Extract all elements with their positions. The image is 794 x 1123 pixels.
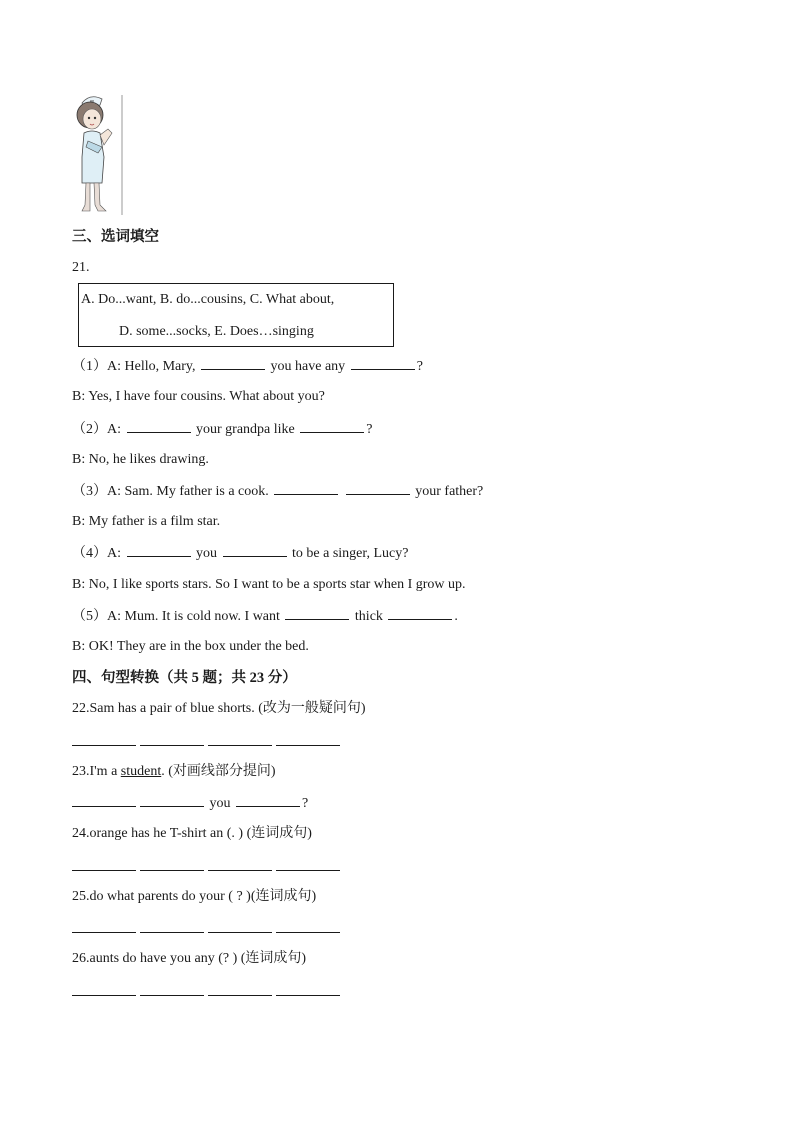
options-row-2: D. some...socks, E. Does…singing bbox=[119, 324, 314, 339]
question-24: 24.orange has he T-shirt an (. ) (连词成句) bbox=[72, 826, 312, 841]
blank[interactable] bbox=[276, 920, 340, 933]
answer-line-23: you ? bbox=[72, 794, 308, 813]
blank[interactable] bbox=[223, 544, 287, 557]
blank[interactable] bbox=[276, 983, 340, 996]
blank[interactable] bbox=[72, 983, 136, 996]
blank[interactable] bbox=[285, 607, 349, 620]
blank[interactable] bbox=[351, 357, 415, 370]
blank[interactable] bbox=[346, 482, 410, 495]
question-25: 25.do what parents do your ( ? )(连词成句) bbox=[72, 889, 317, 904]
item-2: （2）A: your grandpa like ? bbox=[72, 422, 373, 437]
answer-line-26 bbox=[72, 983, 344, 1001]
item-4: （4）A: you to be a singer, Lucy? bbox=[72, 546, 409, 561]
blank[interactable] bbox=[140, 733, 204, 746]
item-3-response: B: My father is a film star. bbox=[72, 514, 221, 529]
underlined-word: student bbox=[120, 764, 162, 779]
blank[interactable] bbox=[140, 920, 204, 933]
blank[interactable] bbox=[276, 858, 340, 871]
blank[interactable] bbox=[201, 357, 265, 370]
blank[interactable] bbox=[208, 858, 272, 871]
blank[interactable] bbox=[276, 733, 340, 746]
item-1-response: B: Yes, I have four cousins. What about you? bbox=[72, 389, 325, 404]
item-3: （3）A: Sam. My father is a cook. your father? bbox=[72, 484, 484, 499]
section-3-heading: 三、选词填空 bbox=[72, 229, 159, 245]
blank[interactable] bbox=[72, 733, 136, 746]
section-4-heading: 四、句型转换（共 5 题；共 23 分） bbox=[72, 670, 297, 686]
blank[interactable] bbox=[140, 858, 204, 871]
question-26: 26.aunts do have you any (? ) (连词成句) bbox=[72, 951, 307, 966]
blank[interactable] bbox=[208, 733, 272, 746]
blank[interactable] bbox=[140, 794, 204, 807]
blank[interactable] bbox=[208, 983, 272, 996]
item-1: （1）A: Hello, Mary, you have any ? bbox=[72, 359, 423, 374]
blank[interactable] bbox=[72, 794, 136, 807]
blank[interactable] bbox=[72, 920, 136, 933]
blank[interactable] bbox=[127, 420, 191, 433]
question-22: 22.Sam has a pair of blue shorts. (改为一般疑问句) bbox=[72, 701, 366, 716]
answer-line-25 bbox=[72, 920, 344, 938]
word-options-box bbox=[78, 283, 394, 347]
blank[interactable] bbox=[140, 983, 204, 996]
blank[interactable] bbox=[127, 544, 191, 557]
answer-line-22 bbox=[72, 733, 344, 751]
item-5: （5）A: Mum. It is cold now. I want thick . bbox=[72, 609, 458, 624]
blank[interactable] bbox=[300, 420, 364, 433]
question-23: 23.I'm a student. (对画线部分提问) bbox=[72, 764, 276, 779]
blank[interactable] bbox=[72, 858, 136, 871]
blank[interactable] bbox=[388, 607, 452, 620]
blank[interactable] bbox=[208, 920, 272, 933]
nurse-illustration bbox=[68, 93, 126, 217]
item-4-response: B: No, I like sports stars. So I want to be a sports star when I grow up. bbox=[72, 577, 466, 592]
blank[interactable] bbox=[274, 482, 338, 495]
item-2-response: B: No, he likes drawing. bbox=[72, 452, 209, 467]
question-21-number: 21. bbox=[72, 260, 90, 275]
item-5-response: B: OK! They are in the box under the bed. bbox=[72, 639, 309, 654]
answer-line-24 bbox=[72, 858, 344, 876]
blank[interactable] bbox=[236, 794, 300, 807]
options-row-1: A. Do...want, B. do...cousins, C. What about, bbox=[81, 292, 335, 307]
